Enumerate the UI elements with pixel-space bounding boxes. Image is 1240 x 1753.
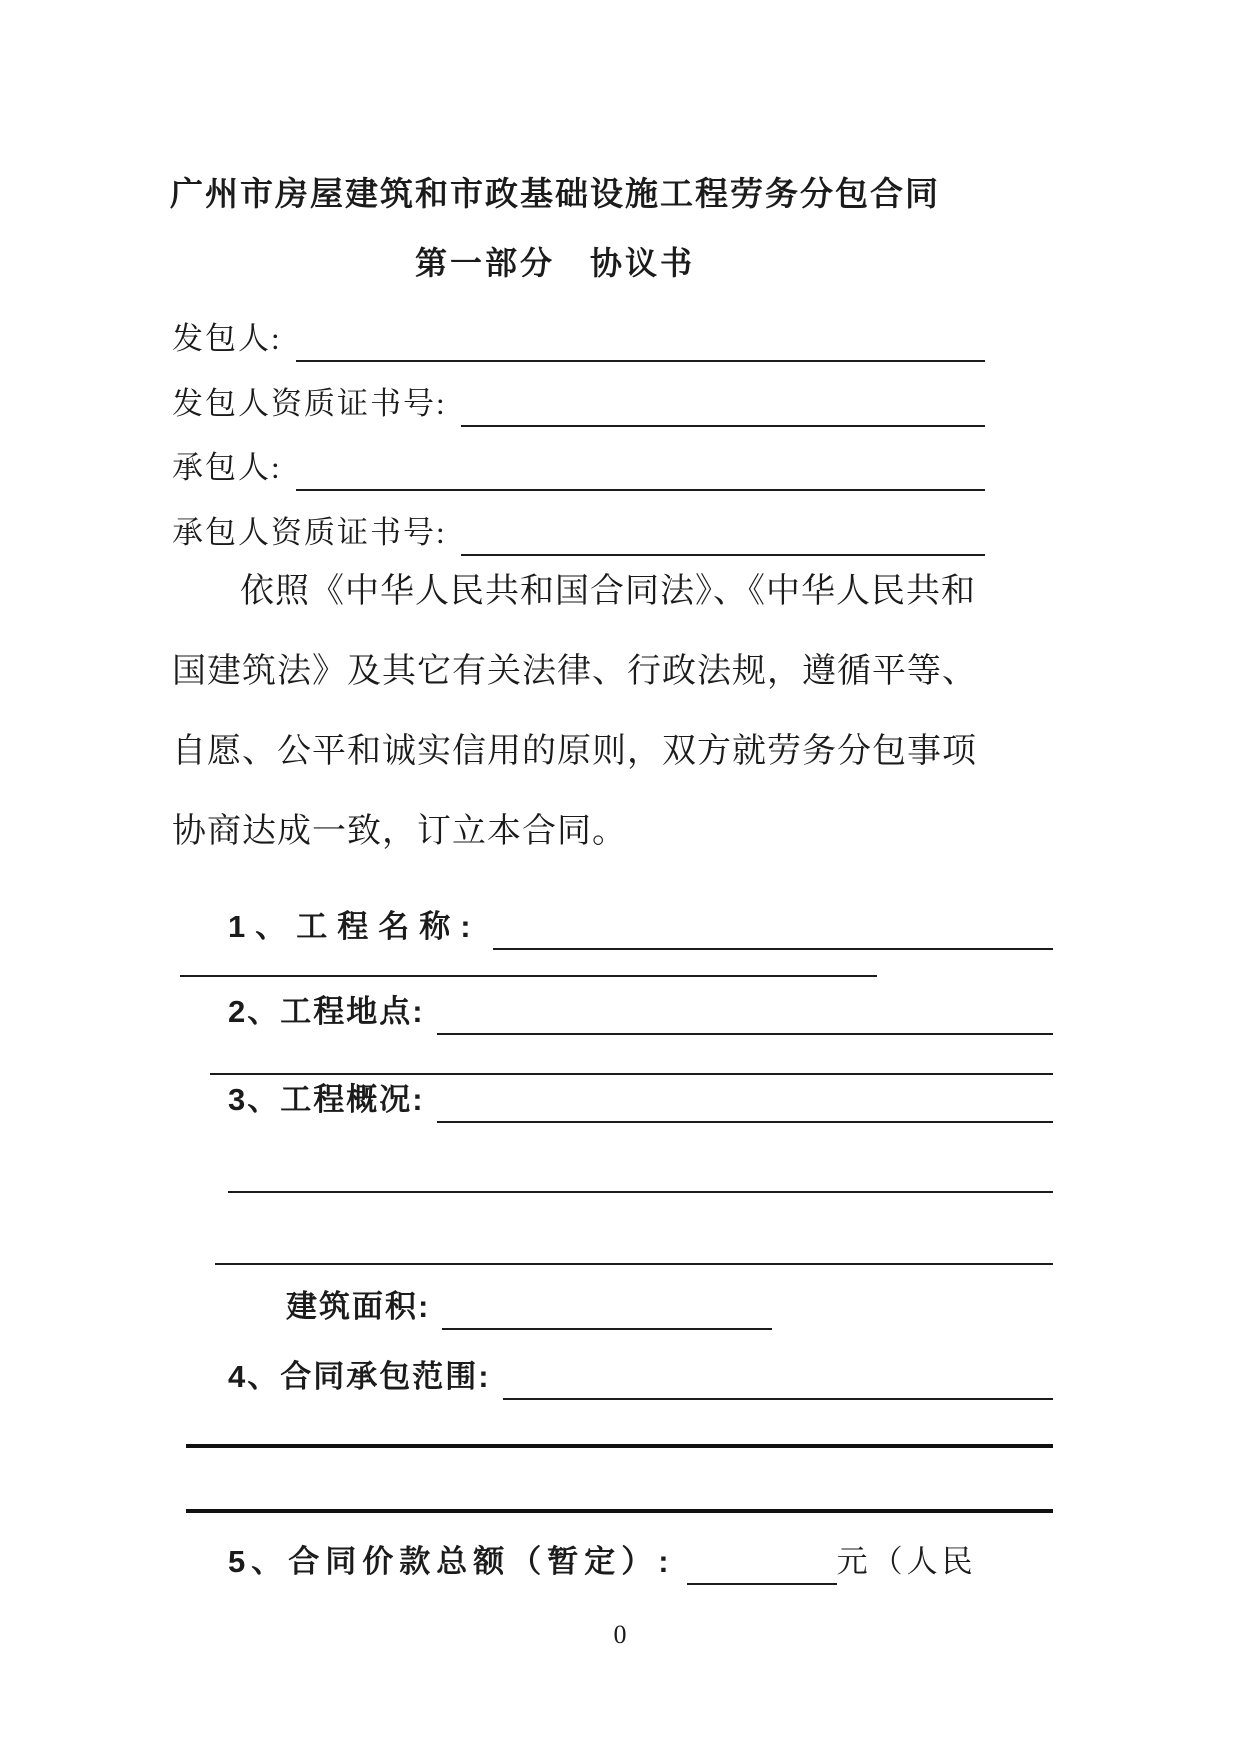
item-row-contract-price: [228, 1539, 977, 1585]
building-area-label: 建筑面积:: [286, 1289, 431, 1324]
contractor-name-blank: [296, 445, 985, 491]
contract-title: 广州市房屋建筑和市政基础设施工程劳务分包合同: [170, 177, 940, 213]
item-row-project-name: [228, 904, 1053, 950]
project-overview-continuation-blank-2: [215, 1263, 1053, 1265]
project-name-label: 1、工程名称:: [228, 909, 481, 944]
contract-scope-label: 4、合同承包范围:: [228, 1359, 491, 1394]
contractor-license-blank: [461, 510, 985, 556]
contract-price-blank: [687, 1539, 837, 1585]
item-row-contract-scope: [228, 1354, 1053, 1400]
project-name-blank: [493, 904, 1053, 950]
preamble-line: 协商达成一致，订立本合同。: [172, 813, 627, 850]
contract-price-label: 5、合同价款总额（暂定）:: [228, 1544, 675, 1579]
preamble-line: 自愿、公平和诚实信用的原则，双方就劳务分包事项: [172, 733, 977, 770]
employer-license-label: 发包人资质证书号:: [172, 386, 447, 421]
project-location-label: 2、工程地点:: [228, 994, 425, 1029]
project-location-continuation-blank: [210, 1073, 1053, 1075]
field-row-employer: [172, 316, 985, 362]
contract-scope-continuation-blank-1: [186, 1444, 1053, 1448]
contractor-license-label: 承包人资质证书号:: [172, 515, 447, 550]
project-location-blank: [437, 989, 1053, 1035]
project-overview-blank: [437, 1077, 1053, 1123]
employer-label: 发包人:: [172, 321, 282, 356]
contract-scope-blank: [503, 1354, 1053, 1400]
field-row-contractor-license: [172, 510, 985, 556]
building-area-row: [286, 1284, 772, 1330]
project-overview-label: 3、工程概况:: [228, 1082, 425, 1117]
item-row-project-overview: [228, 1077, 1053, 1123]
building-area-blank: [442, 1284, 772, 1330]
contract-scope-continuation-blank-2: [186, 1509, 1053, 1513]
contract-subtitle: 第一部分 协议书: [414, 245, 695, 281]
contract-price-unit-text: 元（人民: [836, 1544, 977, 1579]
field-row-contractor: [172, 445, 985, 491]
project-name-continuation-blank: [180, 975, 877, 977]
project-overview-continuation-blank-1: [228, 1191, 1053, 1193]
field-row-employer-license: [172, 381, 985, 427]
preamble-line: 国建筑法》及其它有关法律、行政法规，遵循平等、: [172, 653, 977, 690]
page-number: 0: [613, 1620, 627, 1649]
employer-name-blank: [296, 316, 985, 362]
preamble-line: 依照《中华人民共和国合同法》、《中华人民共和: [240, 573, 976, 610]
employer-license-blank: [461, 381, 985, 427]
item-row-project-location: [228, 989, 1053, 1035]
contractor-label: 承包人:: [172, 450, 282, 485]
